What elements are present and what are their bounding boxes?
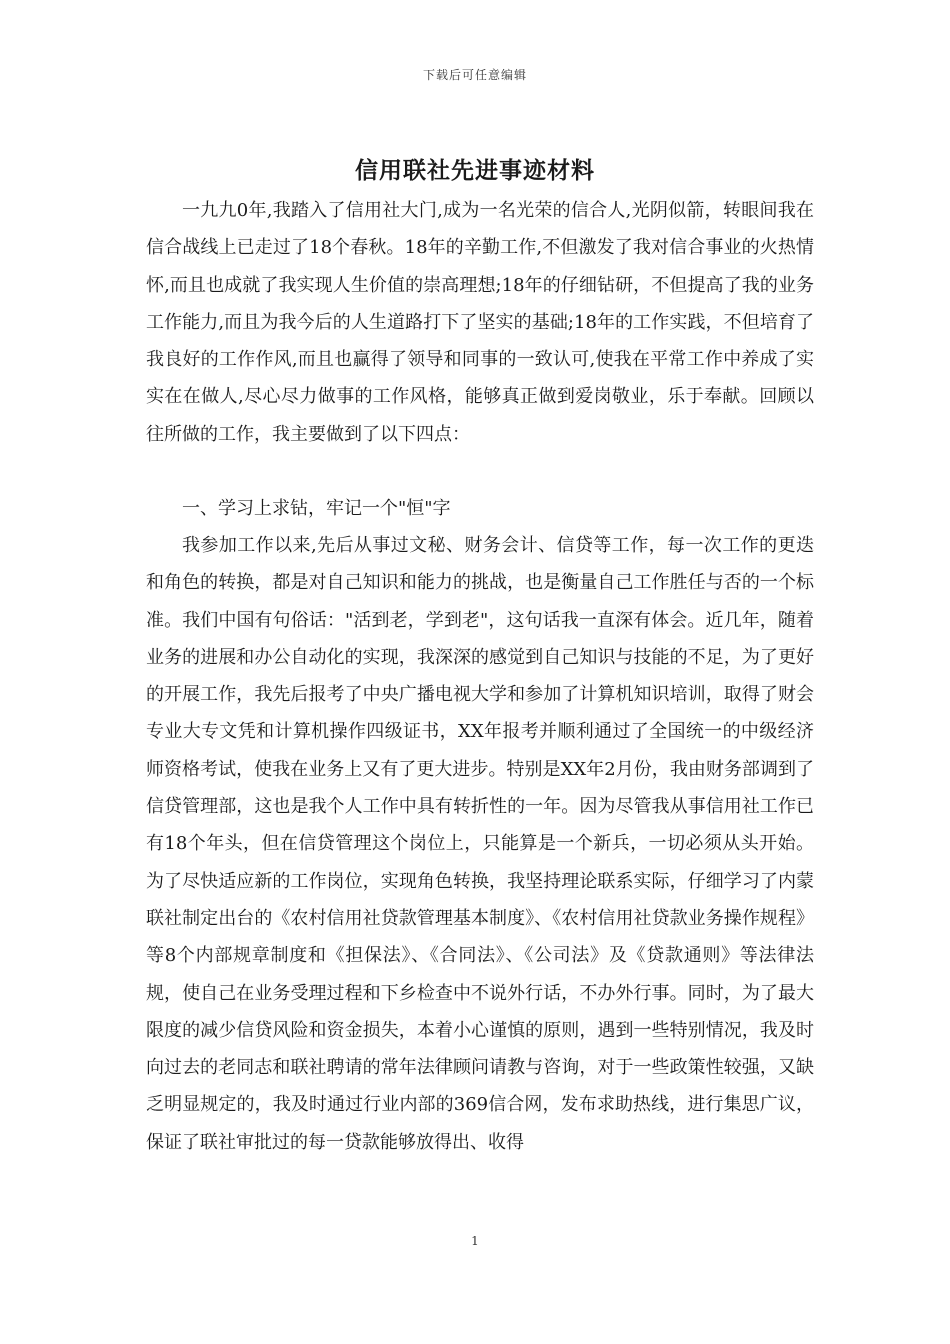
- header-note: 下载后可任意编辑: [422, 68, 527, 82]
- section-heading-block: [146, 490, 814, 527]
- document-title: 信用联社先进事迹材料: [355, 157, 595, 184]
- page-number: 1: [471, 1234, 479, 1248]
- section-heading: 一、学习上求钻，牢记一个"恒"字: [182, 498, 451, 519]
- section-body-block: [146, 527, 814, 1161]
- intro-block: [146, 192, 814, 453]
- section-body-paragraph: 我参加工作以来,先后从事过文秘、财务会计、信贷等工作，每一次工作的更迭和角色的转换，都是对自己知识和能力的挑战，也是衡量自己工作胜任与否的一个标准。我们中国有句俗话："活到老，学到老"，这句话我一直深有体会。近几年，随着业务的进展和办公自动化的实现，我深深的感觉到自己知识与技能的不足，为了更好的开展工作，我先后报考了中央广播电视大学和参加了计算机知识培训，取得了财会专业大专文凭和计算机操作四级证书，XX年报考并顺利通过了全国统一的中级经济师资格考试，使我在业务上又有了更大进步。特别是XX年2月份，我由财务部调到了信贷管理部，这也是我个人工作中具有转折性的一年。因为尽管我从事信用社工作已有18个年头，但在信贷管理这个岗位上，只能算是一个新兵，一切必须从头开始。为了尽快适应新的工作岗位，实现角色转换，我坚持理论联系实际，仔细学习了内蒙联社制定出台的《农村信用社贷款管理基本制度》、《农村信用社贷款业务操作规程》等8个内部规章制度和《担保法》、《合同法》、《公司法》及《贷款通则》等法律法规，使自己在业务受理过程和下乡检查中不说外行话，不办外行事。同时，为了最大限度的减少信贷风险和资金损失，本着小心谨慎的原则，遇到一些特别情况，我及时向过去的老同志和联社聘请的常年法律顾问请教与咨询，对于一些政策性较强，又缺乏明显规定的，我及时通过行业内部的369信合网，发布求助热线，进行集思广议，保证了联社审批过的每一贷款能够放得出、收得: [146, 535, 814, 1153]
- intro-paragraph: 一九九0年,我踏入了信用社大门,成为一名光荣的信合人,光阴似箭，转眼间我在信合战线上已走过了18个春秋。18年的辛勤工作,不但激发了我对信合事业的火热情怀,而且也成就了我实现人生价值的崇高理想;18年的仔细钻研，不但提高了我的业务工作能力,而且为我今后的人生道路打下了坚实的基础;18年的工作实践，不但培育了我良好的工作作风,而且也赢得了领导和同事的一致认可,使我在平常工作中养成了实实在在做人,尽心尽力做事的工作风格，能够真正做到爱岗敬业，乐于奉献。回顾以往所做的工作，我主要做到了以下四点：: [146, 200, 814, 445]
